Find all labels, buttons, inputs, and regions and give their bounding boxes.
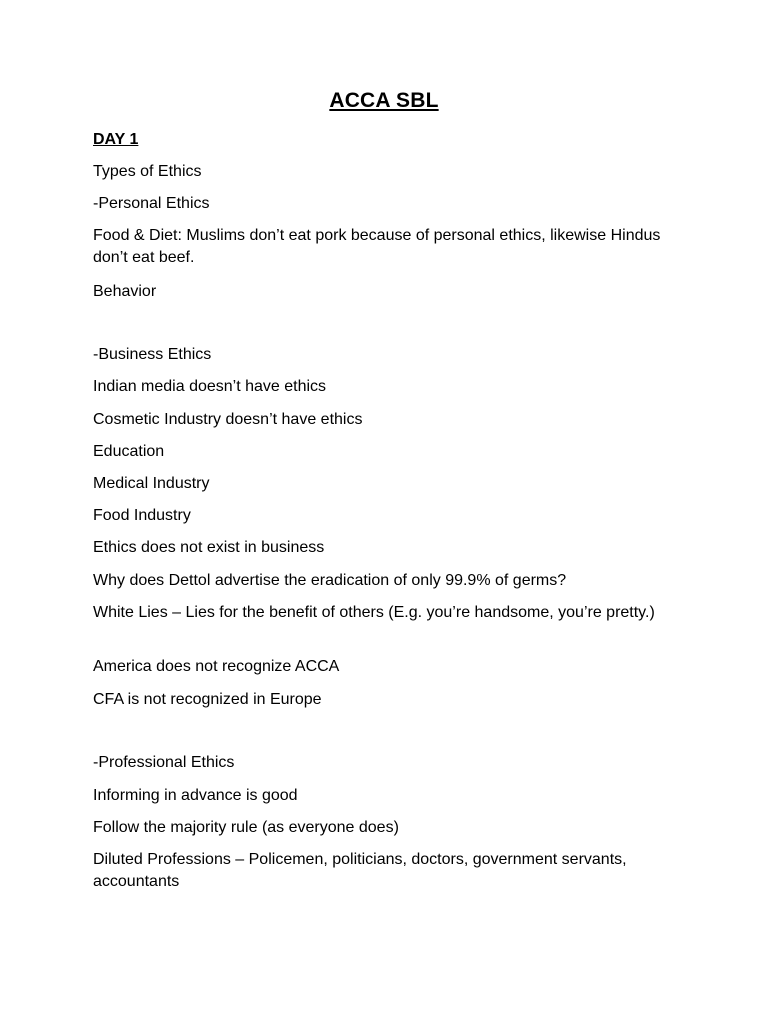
text-paragraph: Diluted Professions – Policemen, politicians, doctors, government servants, accountants: [93, 851, 627, 890]
text-line: Follow the majority rule (as everyone does): [93, 819, 399, 836]
text-line: Cosmetic Industry doesn’t have ethics: [93, 411, 363, 428]
text-line: Ethics does not exist in business: [93, 539, 325, 556]
day-heading: DAY 1: [93, 131, 139, 148]
text-paragraph: Food & Diet: Muslims don’t eat pork because of personal ethics, likewise Hindus don’t eat beef.: [93, 227, 661, 266]
text-line: Education: [93, 443, 165, 460]
text-line: Medical Industry: [93, 475, 210, 492]
text-line: Types of Ethics: [93, 163, 202, 180]
text-line: Indian media doesn’t have ethics: [93, 378, 327, 395]
text-line: Food Industry: [93, 507, 191, 524]
text-line: Why does Dettol advertise the eradication of only 99.9% of germs?: [93, 572, 567, 589]
section-heading-personal: -Personal Ethics: [93, 195, 210, 212]
text-line: America does not recognize ACCA: [93, 658, 340, 675]
document-title: ACCA SBL: [329, 89, 439, 112]
text-line: CFA is not recognized in Europe: [93, 691, 322, 708]
section-heading-professional: -Professional Ethics: [93, 754, 235, 771]
text-line: Behavior: [93, 283, 157, 300]
text-paragraph: White Lies – Lies for the benefit of others (E.g. you’re handsome, you’re pretty.): [93, 604, 655, 621]
text-line: Informing in advance is good: [93, 787, 298, 804]
section-heading-business: -Business Ethics: [93, 346, 212, 363]
